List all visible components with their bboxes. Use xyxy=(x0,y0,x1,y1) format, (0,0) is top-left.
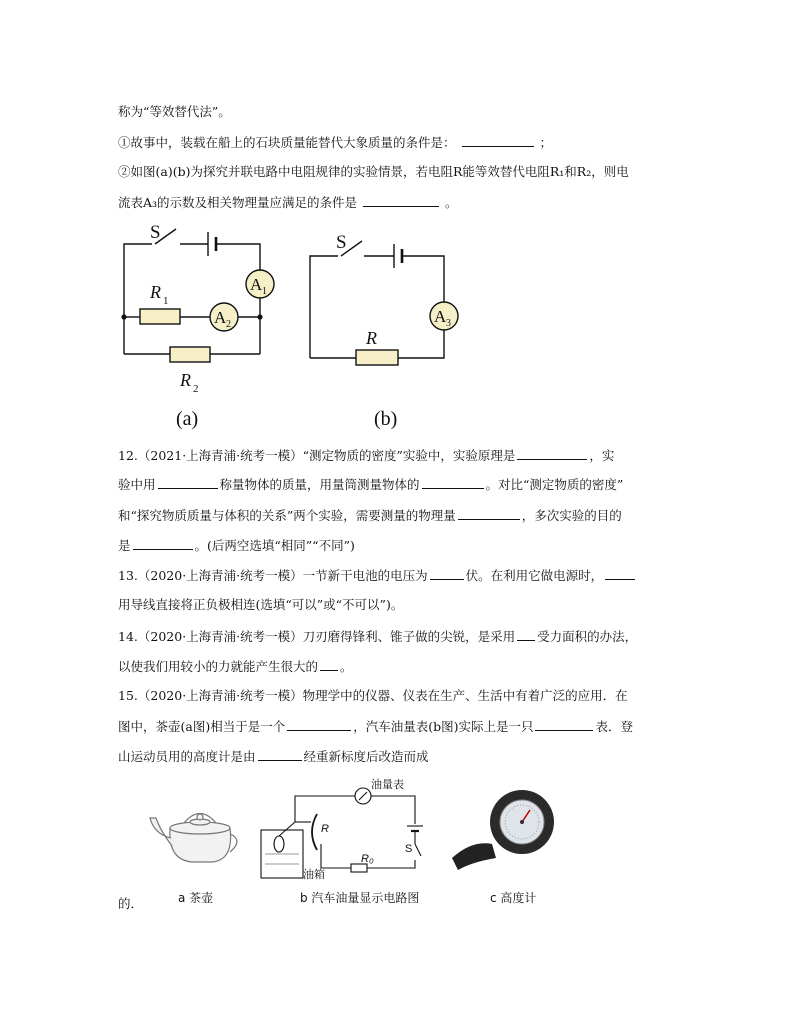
resistor-r0 xyxy=(351,864,367,872)
r2-subscript: 2 xyxy=(193,383,199,395)
q15-text: 山运动员用的高度计是由 xyxy=(118,749,256,764)
answer-blank[interactable] xyxy=(535,718,593,731)
q14-text: 受力面积的办法， xyxy=(537,629,638,644)
q15-line-4: 的． xyxy=(118,896,144,911)
resistor-r-label: R xyxy=(321,823,329,835)
question-1-suffix: ； xyxy=(539,135,552,150)
intro-line-1: 称为“等效替代法”。 xyxy=(118,104,231,119)
switch xyxy=(415,844,421,856)
r1-label: R xyxy=(150,282,161,302)
q12-line-1 xyxy=(118,447,614,464)
circuit-diagram-b xyxy=(300,218,470,433)
q14-line-1 xyxy=(118,628,637,645)
figure-caption-a: (a) xyxy=(176,408,199,430)
answer-blank[interactable] xyxy=(605,567,635,580)
altimeter-image xyxy=(452,780,562,880)
q15-text: 表．登 xyxy=(595,719,633,734)
q12-text: 。(后两空选填“相同”“不同”) xyxy=(194,538,355,553)
q12-text: 称量物体的质量，用量筒测量物体的 xyxy=(219,477,420,492)
q15-text: 图中，茶壶(a图)相当于是一个 xyxy=(118,719,286,734)
r1-subscript: 1 xyxy=(163,295,169,307)
wire xyxy=(295,796,355,822)
a1-label: A xyxy=(250,275,263,294)
fuel-circuit-caption: b 汽车油量显示电路图 xyxy=(300,891,420,905)
switch-label: S xyxy=(336,232,347,253)
q12-line-2 xyxy=(118,476,623,493)
question-2-line-2 xyxy=(118,194,458,211)
float-arm xyxy=(279,822,295,836)
altimeter-hub xyxy=(520,820,524,824)
wire xyxy=(216,244,260,270)
r-label: R xyxy=(366,328,377,348)
a3-label: A xyxy=(434,307,447,326)
q12-text: 和“探究物质质量与体积的关系”两个实验，需要测量的物理量 xyxy=(118,508,456,523)
q14-text: 以使我们用较小的力就能产生很大的 xyxy=(118,659,319,674)
q13-text: 13.（2020·上海青浦·统考一模）一节新干电池的电压为 xyxy=(118,568,428,583)
fuel-gauge-label: 油量表 xyxy=(371,779,404,791)
q14-line-2 xyxy=(118,658,353,675)
answer-blank[interactable] xyxy=(287,718,351,731)
q14-text: 14.（2020·上海青浦·统考一模）刀刃磨得锋利、锥子做的尖锐，是采用 xyxy=(118,629,516,644)
switch-label: S xyxy=(150,222,161,243)
altimeter-strap xyxy=(452,843,496,870)
wire xyxy=(402,256,444,302)
resistor-r xyxy=(356,350,398,365)
q15-line-3 xyxy=(118,748,429,765)
q12-text: ，实 xyxy=(589,448,615,463)
altimeter-caption: c 高度计 xyxy=(490,891,537,905)
teapot-image xyxy=(140,790,240,870)
junction-dot xyxy=(257,314,262,319)
wire xyxy=(310,256,338,358)
q12-text: 12.（2021·上海青浦·统考一模）“测定物质的密度”实验中，实验原理是 xyxy=(118,448,516,463)
q13-line-1 xyxy=(118,567,637,584)
fuel-tank-label: 油箱 xyxy=(303,869,325,881)
wire xyxy=(321,844,351,868)
answer-blank[interactable] xyxy=(258,748,302,761)
resistor-r2 xyxy=(170,347,210,362)
answer-blank[interactable] xyxy=(430,567,464,580)
circuit-diagram-a xyxy=(110,218,290,433)
switch-label: S xyxy=(405,843,413,855)
figure-caption-b: (b) xyxy=(374,408,398,430)
answer-blank[interactable] xyxy=(133,537,193,550)
resistor-r1 xyxy=(140,309,180,324)
question-1-line xyxy=(118,134,552,151)
question-2-text: 流表A₃的示数及相关物理量应满足的条件是 xyxy=(118,195,358,210)
a1-subscript: 1 xyxy=(262,286,267,297)
r2-label: R xyxy=(180,370,191,390)
fuel-gauge-circuit-image xyxy=(255,774,445,886)
answer-blank[interactable] xyxy=(517,447,587,460)
question-2-suffix: 。 xyxy=(445,195,458,210)
answer-blank[interactable] xyxy=(320,658,338,671)
q14-text: 。 xyxy=(340,659,353,674)
q12-line-3 xyxy=(118,507,622,524)
answer-blank[interactable] xyxy=(458,507,520,520)
q13-line-2: 用导线直接将正负极相连(选填“可以”或“不可以”)。 xyxy=(118,597,404,612)
a2-subscript: 2 xyxy=(226,319,231,330)
q15-line-1: 15.（2020·上海青浦·统考一模）物理学中的仪器、仪表在生产、生活中有着广泛的应用．在 xyxy=(118,688,628,703)
question-2-line-1: ②如图(a)(b)为探究并联电路中电阻规律的实验情景，若电阻R能等效替代电阻R₁和R₂，则电 xyxy=(118,164,629,179)
q12-line-4 xyxy=(118,537,355,554)
wire xyxy=(124,244,152,254)
wire xyxy=(367,860,415,868)
junction-dot xyxy=(121,314,126,319)
q13-text: 伏。在利用它做电源时， xyxy=(465,568,604,583)
wire xyxy=(398,330,444,358)
resistor-r0-label: R₀ xyxy=(361,853,374,865)
q15-line-2 xyxy=(118,718,633,735)
wire xyxy=(371,796,415,824)
q12-text: 是 xyxy=(118,538,131,553)
q12-text: ，多次实验的目的 xyxy=(521,508,622,523)
q15-text: ，汽车油量表(b图)实际上是一只 xyxy=(353,719,534,734)
teapot-spout xyxy=(150,818,172,846)
teapot-knob xyxy=(197,814,203,820)
answer-blank[interactable] xyxy=(462,134,534,147)
q12-text: 。对比“测定物质的密度” xyxy=(485,477,624,492)
question-1-text: ①故事中，装载在船上的石块质量能替代大象质量的条件是： xyxy=(118,135,456,150)
answer-blank[interactable] xyxy=(363,194,439,207)
q12-text: 验中用 xyxy=(118,477,156,492)
q15-text: 经重新标度后改造而成 xyxy=(303,749,429,764)
float xyxy=(274,836,284,852)
answer-blank[interactable] xyxy=(517,628,535,641)
answer-blank[interactable] xyxy=(422,476,484,489)
a3-subscript: 3 xyxy=(446,318,451,329)
answer-blank[interactable] xyxy=(158,476,218,489)
teapot-caption: a 茶壶 xyxy=(178,891,214,905)
a2-label: A xyxy=(214,308,227,327)
variable-resistor-r xyxy=(312,814,317,850)
